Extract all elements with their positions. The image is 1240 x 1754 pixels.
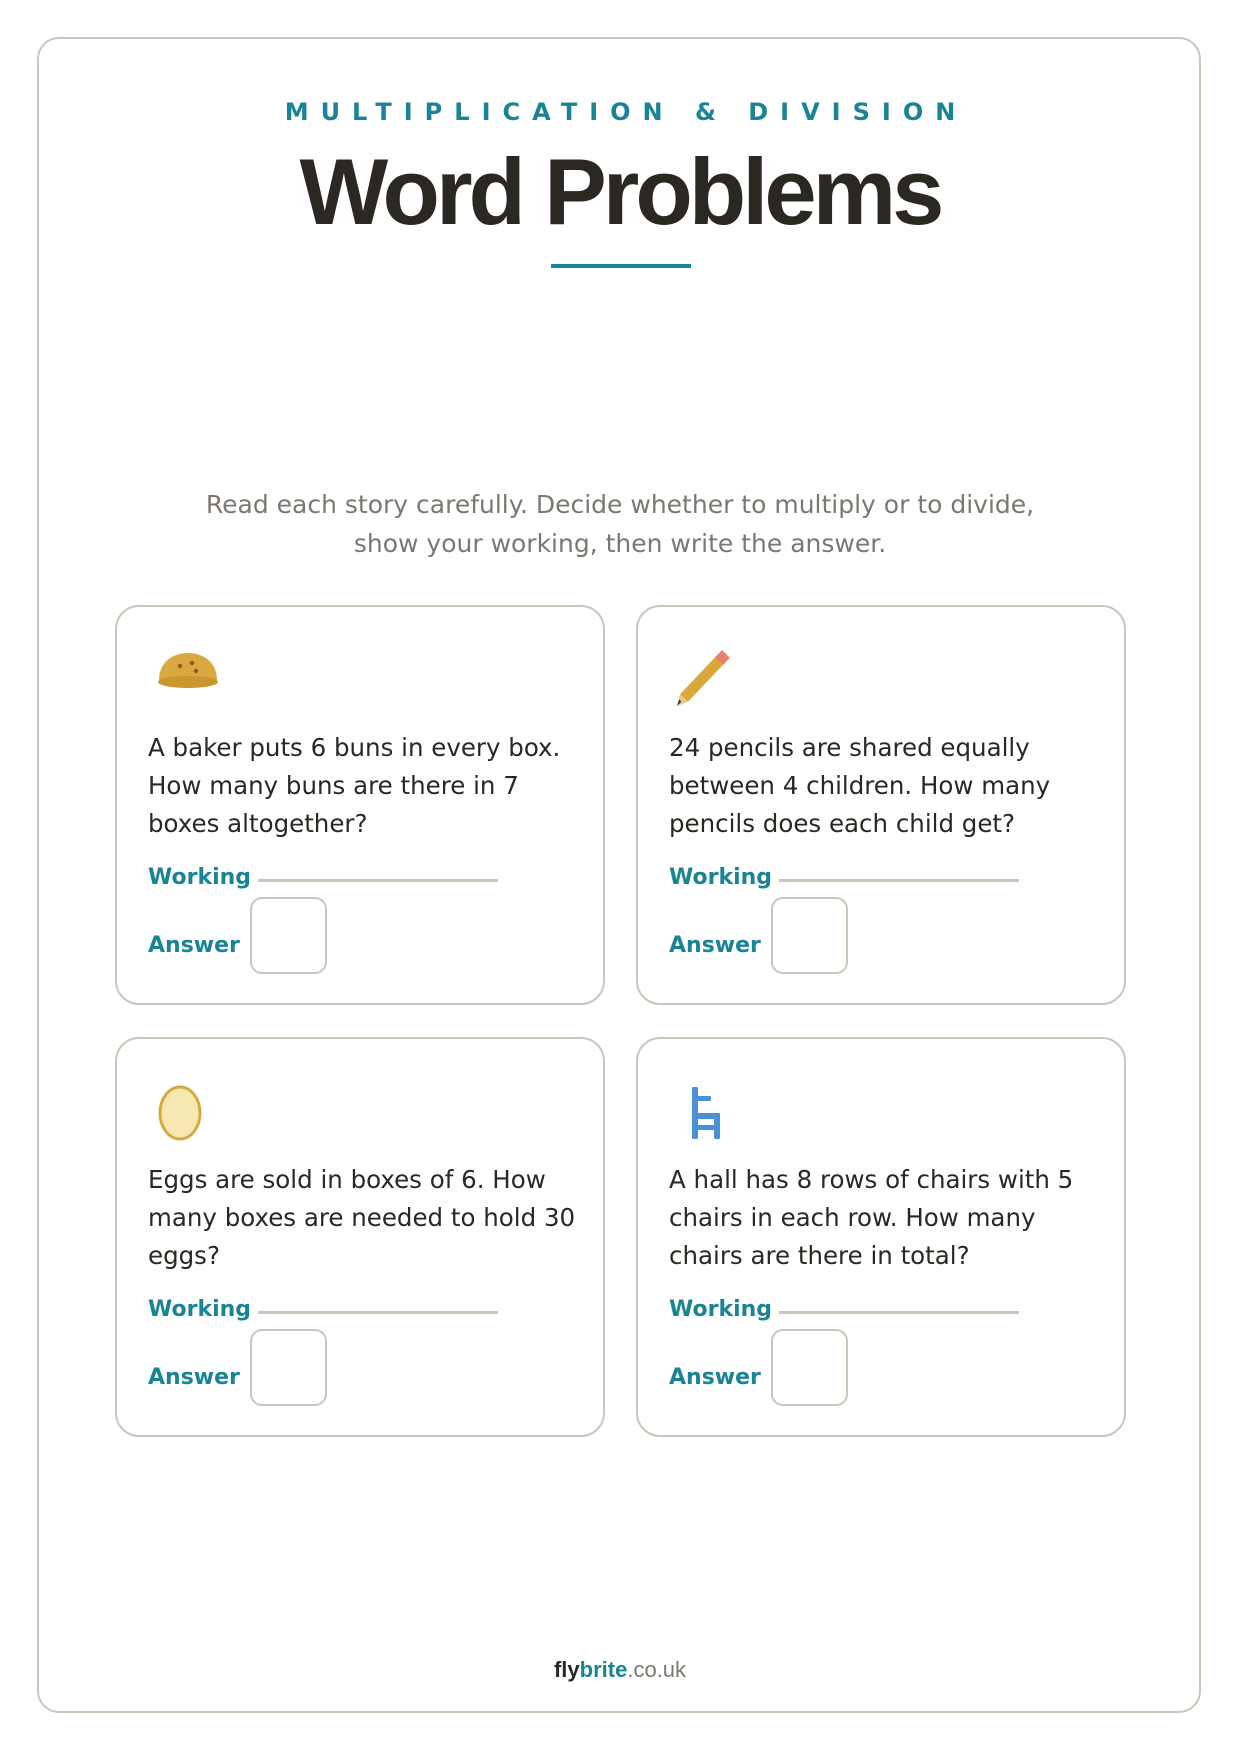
working-label: Working	[148, 1297, 252, 1322]
working-line[interactable]	[258, 879, 498, 882]
worksheet-kicker: MULTIPLICATION & DIVISION	[284, 98, 968, 126]
answer-box[interactable]	[771, 897, 848, 974]
chair-icon	[674, 1075, 744, 1145]
worksheet-title: Word Problems	[299, 139, 941, 244]
working-label: Working	[669, 1297, 773, 1322]
working-label: Working	[669, 865, 773, 890]
footer-brand[interactable]	[0, 1657, 1240, 1683]
answer-label: Answer	[669, 933, 761, 958]
brand-domain: .co.uk	[627, 1657, 687, 1682]
problem-card-1	[115, 605, 605, 1005]
problem-card-4	[636, 1037, 1126, 1437]
instructions-line-1: Read each story carefully. Decide whether to multiply or to divide,	[205, 490, 1035, 519]
working-line[interactable]	[779, 1311, 1019, 1314]
problem-question: A hall has 8 rows of chairs with 5 chairs in each row. How many chairs are there in total?	[669, 1165, 1074, 1270]
instructions	[140, 485, 1100, 563]
instructions-line-2: show your working, then write the answer.	[353, 529, 887, 558]
answer-label: Answer	[148, 1365, 240, 1390]
answer-box[interactable]	[250, 1329, 327, 1406]
working-line[interactable]	[779, 879, 1019, 882]
working-label: Working	[148, 865, 252, 890]
problem-card-3	[115, 1037, 605, 1437]
title-underline	[551, 264, 691, 268]
answer-box[interactable]	[250, 897, 327, 974]
answer-label: Answer	[148, 933, 240, 958]
bun-icon	[153, 643, 223, 713]
problem-question: A baker puts 6 buns in every box. How many buns are there in 7 boxes altogether?	[148, 733, 561, 838]
brand-brite: brite	[579, 1657, 628, 1682]
problem-question: Eggs are sold in boxes of 6. How many boxes are needed to hold 30 eggs?	[148, 1165, 576, 1270]
working-line[interactable]	[258, 1311, 498, 1314]
problem-card-2	[636, 605, 1126, 1005]
egg-icon	[153, 1075, 223, 1145]
answer-box[interactable]	[771, 1329, 848, 1406]
answer-label: Answer	[669, 1365, 761, 1390]
problem-question: 24 pencils are shared equally between 4 children. How many pencils does each child get?	[669, 733, 1051, 838]
brand-fly: fly	[553, 1657, 580, 1682]
pencil-icon	[674, 643, 744, 713]
